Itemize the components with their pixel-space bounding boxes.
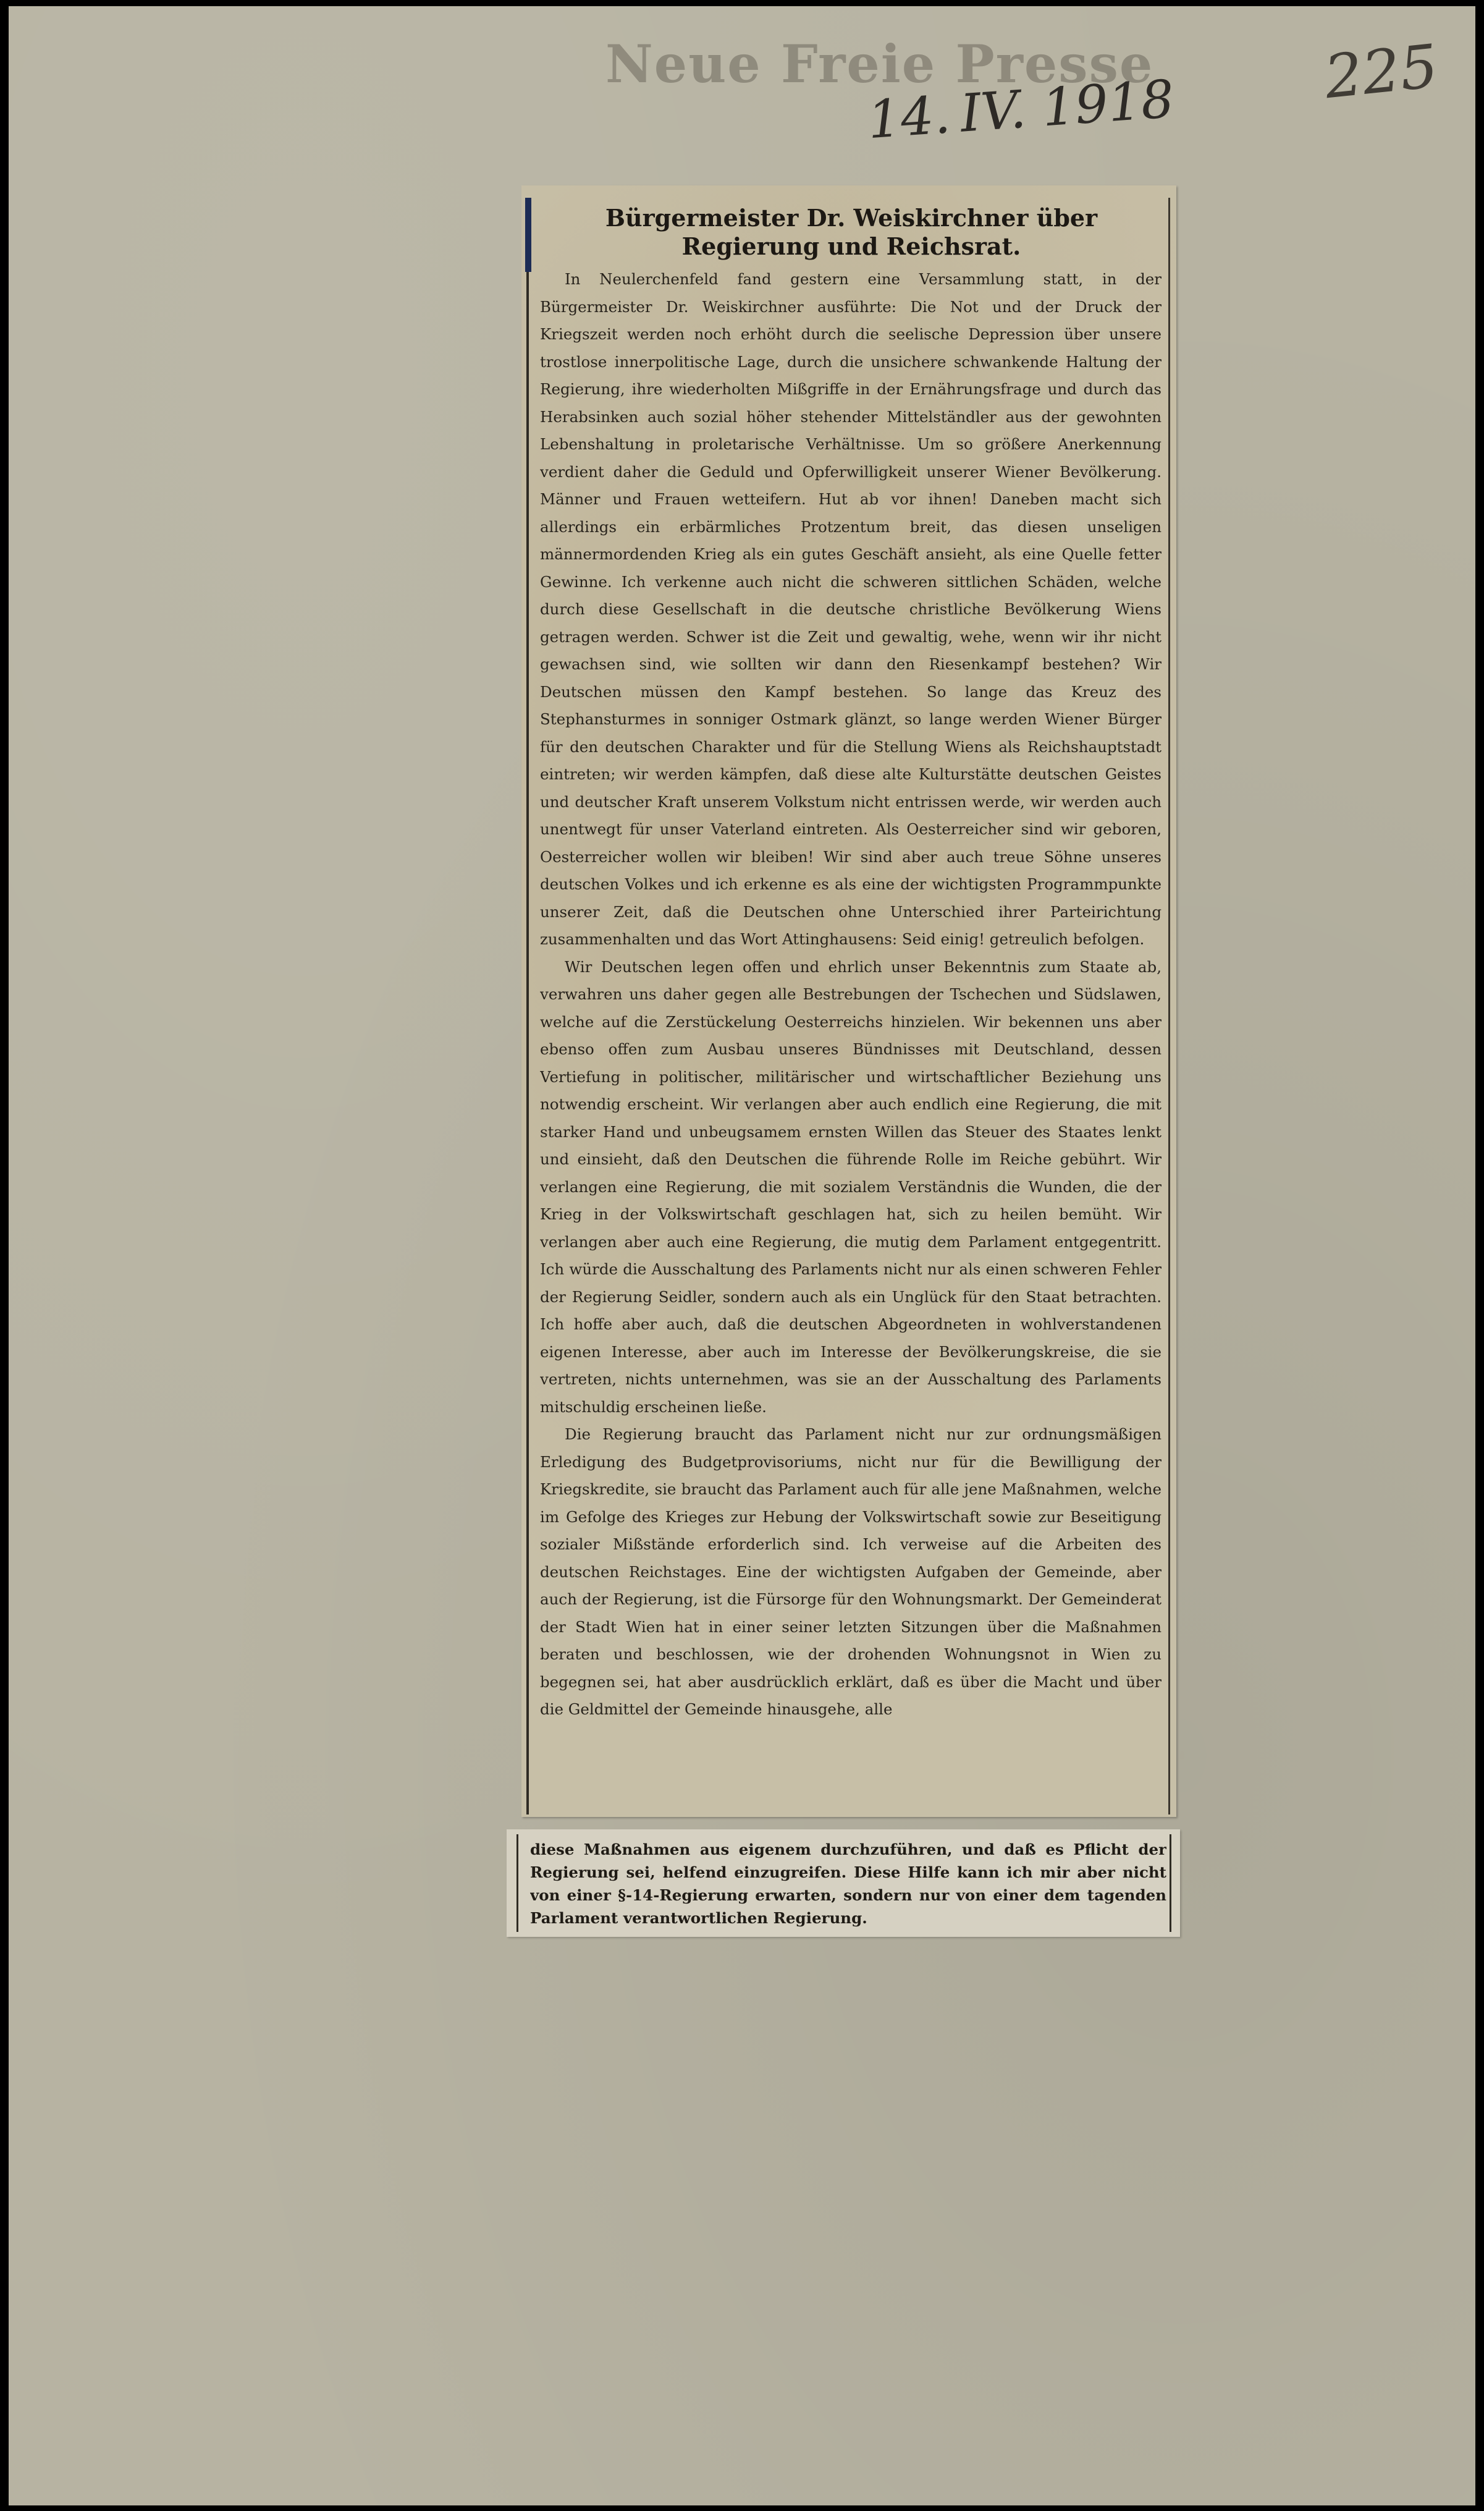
archive-sheet	[9, 6, 1475, 2505]
article-headline: Bürgermeister Dr. Weiskirchner über Regierung und Reichsrat.	[605, 204, 1098, 260]
article-paragraph: Die Regierung braucht das Parlament nicht nur zur ordnungsmäßigen Erledigung des Budgetprovisoriums, nicht nur für die Bewilligung der Kriegskredite, sie braucht das Parlament auch für alle jene Maßnahmen, welche im Gefolge des Krieges zur Hebung der Volkswirtschaft sowie zur Beseitigung sozialer Mißstände erforderlich sind. Ich verweise auf die Arbeiten des deutschen Reichstages. Eine der wichtigsten Aufgaben der Gemeinde, aber auch der Regierung, ist die Fürsorge für den Wohnungsmarkt. Der Gemeinderat der Stadt Wien hat in einer seiner letzten Sitzungen über die Maßnahmen beraten und beschlossen, wie der drohenden Wohnungsnot in Wien zu begegnen sei, hat aber ausdrücklich erklärt, daß es über die Macht und über die Geldmittel der Gemeinde hinausgehe, alle	[540, 1425, 1161, 1718]
article-paragraph: Wir Deutschen legen offen und ehrlich unser Bekenntnis zum Staate ab, verwahren uns daher gegen alle Bestrebungen der Tschechen und Südslawen, welche auf die Zerstückelung Oesterreichs hinzielen. Wir bekennen uns aber ebenso offen zum Ausbau unseres Bündnisses mit Deutschland, dessen Vertiefung in politischer, militärischer und wirtschaftlicher Beziehung uns notwendig erscheint. Wir verlangen aber auch endlich eine Regierung, die mit starker Hand und unbeugsamem ernsten Willen das Steuer des Staates lenkt und einsieht, daß den Deutschen die führende Rolle im Reiche gebührt. Wir verlangen eine Regierung, die mit sozialem Verständnis die Wunden, die der Krieg in der Volkswirtschaft geschlagen hat, sich zu heilen bemüht. Wir verlangen aber auch eine Regierung, die mutig dem Parlament entgegentritt. Ich würde die Ausschaltung des Parlaments nicht nur als einen schweren Fehler der Regierung Seidler, sondern auch als ein Unglück für den Staat betrachten. Ich hoffe aber auch, daß die deutschen Abgeordneten in wohlverstandenen eigenen Interesse, aber auch im Interesse der Bevölkerungskreise, die sie vertreten, nichts unternehmen, was sie an der Ausschaltung des Parlaments mitschuldig erscheinen ließe.	[540, 957, 1161, 1416]
newspaper-clipping-continuation	[507, 1829, 1180, 1937]
newspaper-clipping	[521, 185, 1176, 1817]
blue-pencil-mark	[525, 198, 531, 272]
article-body	[540, 266, 1161, 1811]
handwritten-page-number: 225	[1321, 31, 1441, 112]
article-paragraph: In Neulerchenfeld fand gestern eine Versammlung statt, in der Bürgermeister Dr. Weiskirchner ausführte: Die Not und der Druck der Kriegszeit werden noch erhöht durch die seelische Depression über unsere trostlose innerpolitische Lage, durch die unsichere schwankende Haltung der Regierung, ihre wiederholten Mißgriffe in der Ernährungsfrage und durch das Herabsinken auch sozial höher stehender Mittelständler aus der gewohnten Lebenshaltung in proletarische Verhältnisse. Um so größere Anerkennung verdient daher die Geduld und Opferwilligkeit unserer Wiener Bevölkerung. Männer und Frauen wetteifern. Hut ab vor ihnen! Daneben macht sich allerdings ein erbärmliches Protzentum breit, das diesen unseligen männermordenden Krieg als ein gutes Geschäft ansieht, als eine Quelle fetter Gewinne. Ich verkenne auch nicht die schweren sittlichen Schäden, welche durch diese Gesellschaft in die deutsche christliche Bevölkerung Wiens getragen werden. Schwer ist die Zeit und gewaltig, wehe, wenn wir ihr nicht gewachsen sind, wie sollten wir dann den Riesenkampf bestehen? Wir Deutschen müssen den Kampf bestehen. So lange das Kreuz des Stephansturmes in sonniger Ostmark glänzt, so lange werden Wiener Bürger für den deutschen Charakter und für die Stellung Wiens als Reichshauptstadt eintreten; wir werden kämpfen, daß diese alte Kulturstätte deutschen Geistes und deutscher Kraft unserem Volkstum nicht entrissen werde, wir werden auch unentwegt für unser Vaterland eintreten. Als Oesterreicher sind wir geboren, Oesterreicher wollen wir bleiben! Wir sind aber auch treue Söhne unseres deutschen Volkes und ich erkenne es als eine der wichtigsten Programmpunkte unserer Zeit, daß die Deutschen ohne Unterschied ihrer Parteirichtung zusammenhalten und das Wort Attinghausens: Seid einig! getreulich befolgen.	[540, 270, 1161, 948]
newspaper-stamp: Neue Freie Presse	[605, 33, 1154, 95]
handwritten-date: 14. IV. 1918	[866, 68, 1176, 151]
article-continuation: diese Maßnahmen aus eigenem durchzuführen, und daß es Pflicht der Regierung sei, helfend einzugreifen. Diese Hilfe kann ich mir aber nicht von einer §-14-Regierung erwarten, sondern nur von einer dem tagenden Parlament verantwortlichen Regierung.	[530, 1840, 1166, 1927]
